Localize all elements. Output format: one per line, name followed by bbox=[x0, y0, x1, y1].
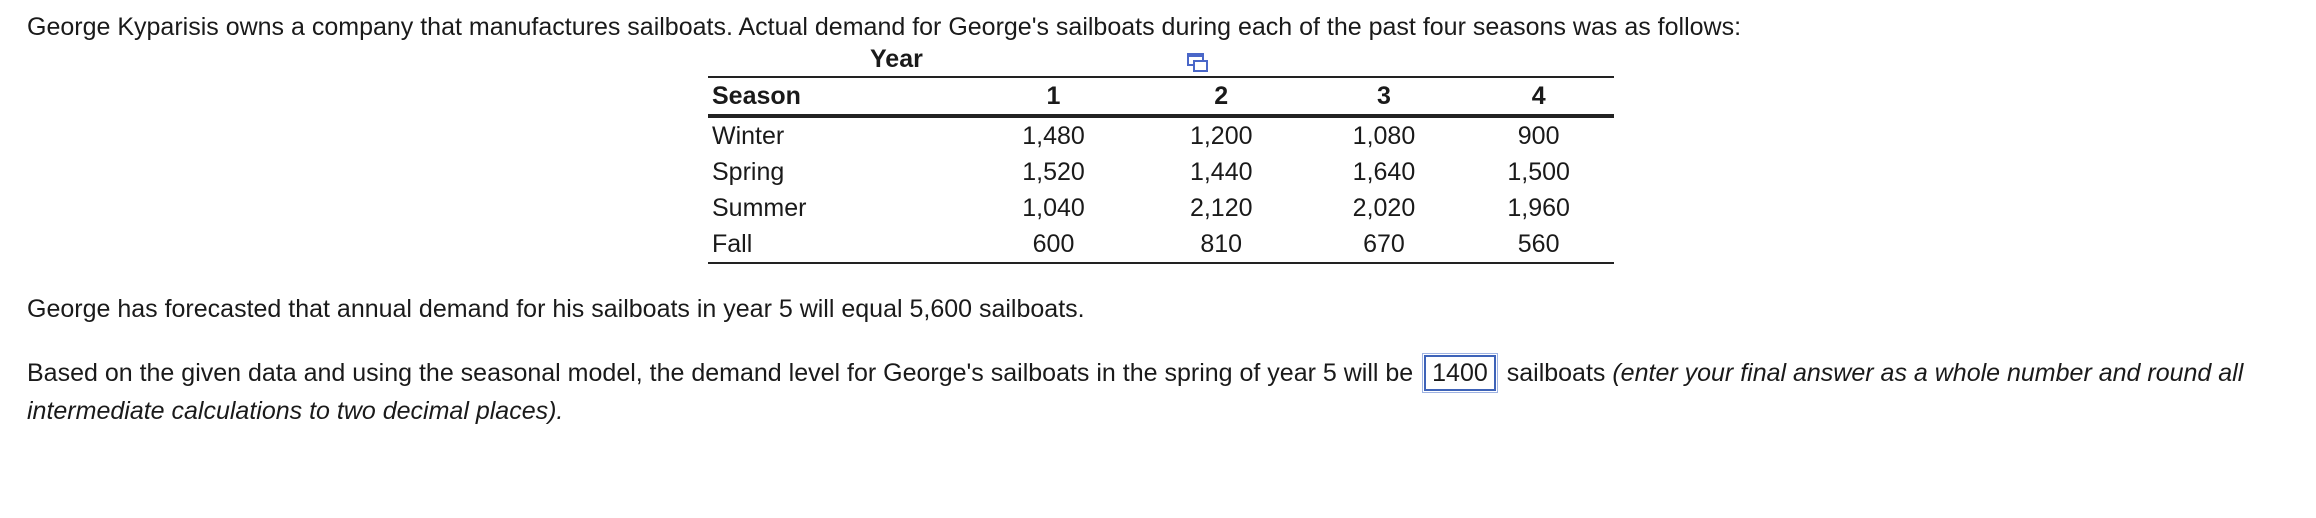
season-cell: Summer bbox=[712, 194, 807, 222]
demand-cell: 1,200 bbox=[1189, 122, 1253, 150]
demand-cell: 2,120 bbox=[1189, 194, 1253, 222]
header-year-3: 3 bbox=[1377, 82, 1391, 110]
demand-table-container bbox=[708, 76, 1614, 264]
demand-cell: 560 bbox=[1517, 230, 1560, 258]
demand-cell: 1,480 bbox=[1022, 122, 1085, 150]
demand-cell: 1,440 bbox=[1189, 158, 1253, 186]
demand-cell: 600 bbox=[1032, 230, 1075, 258]
problem-intro-text: George Kyparisis owns a company that manufactures sailboats. Actual demand for George's sailboats during each of the past four seasons was as follows: bbox=[27, 13, 1742, 41]
table-row bbox=[708, 226, 1614, 263]
question-text bbox=[27, 354, 2307, 430]
demand-cell: 1,960 bbox=[1507, 194, 1570, 222]
season-cell: Fall bbox=[712, 230, 753, 258]
copy-table-icon[interactable] bbox=[1186, 52, 1210, 74]
question-instruction: (enter your final answer as a whole number and round all intermediate calculations to two decimal places). bbox=[27, 359, 2244, 425]
table-row bbox=[708, 116, 1614, 154]
demand-table bbox=[708, 76, 1614, 264]
question-prefix: Based on the given data and using the seasonal model, the demand level for George's sailboats in the spring of year 5 will be bbox=[27, 359, 1414, 387]
question-suffix: sailboats bbox=[1506, 359, 1606, 387]
demand-cell: 1,520 bbox=[1022, 158, 1085, 186]
table-row bbox=[708, 154, 1614, 190]
table-header-row bbox=[708, 77, 1614, 116]
demand-cell: 900 bbox=[1517, 122, 1560, 150]
demand-cell: 1,500 bbox=[1507, 158, 1570, 186]
year-header-label: Year bbox=[870, 45, 923, 73]
header-year-1: 1 bbox=[1046, 82, 1061, 110]
demand-cell: 670 bbox=[1363, 230, 1405, 258]
season-cell: Winter bbox=[712, 122, 785, 150]
season-cell: Spring bbox=[712, 158, 785, 186]
demand-cell: 1,640 bbox=[1352, 158, 1416, 186]
header-year-4: 4 bbox=[1531, 82, 1546, 110]
header-year-2: 2 bbox=[1214, 82, 1229, 110]
demand-cell: 1,080 bbox=[1352, 122, 1416, 150]
table-row bbox=[708, 190, 1614, 226]
answer-input[interactable]: 1400 bbox=[1424, 355, 1496, 391]
forecast-text: George has forecasted that annual demand for his sailboats in year 5 will equal 5,600 sailboats. bbox=[27, 295, 1085, 323]
demand-cell: 2,020 bbox=[1352, 194, 1416, 222]
header-season: Season bbox=[712, 82, 801, 110]
demand-cell: 810 bbox=[1200, 230, 1243, 258]
demand-cell: 1,040 bbox=[1022, 194, 1085, 222]
